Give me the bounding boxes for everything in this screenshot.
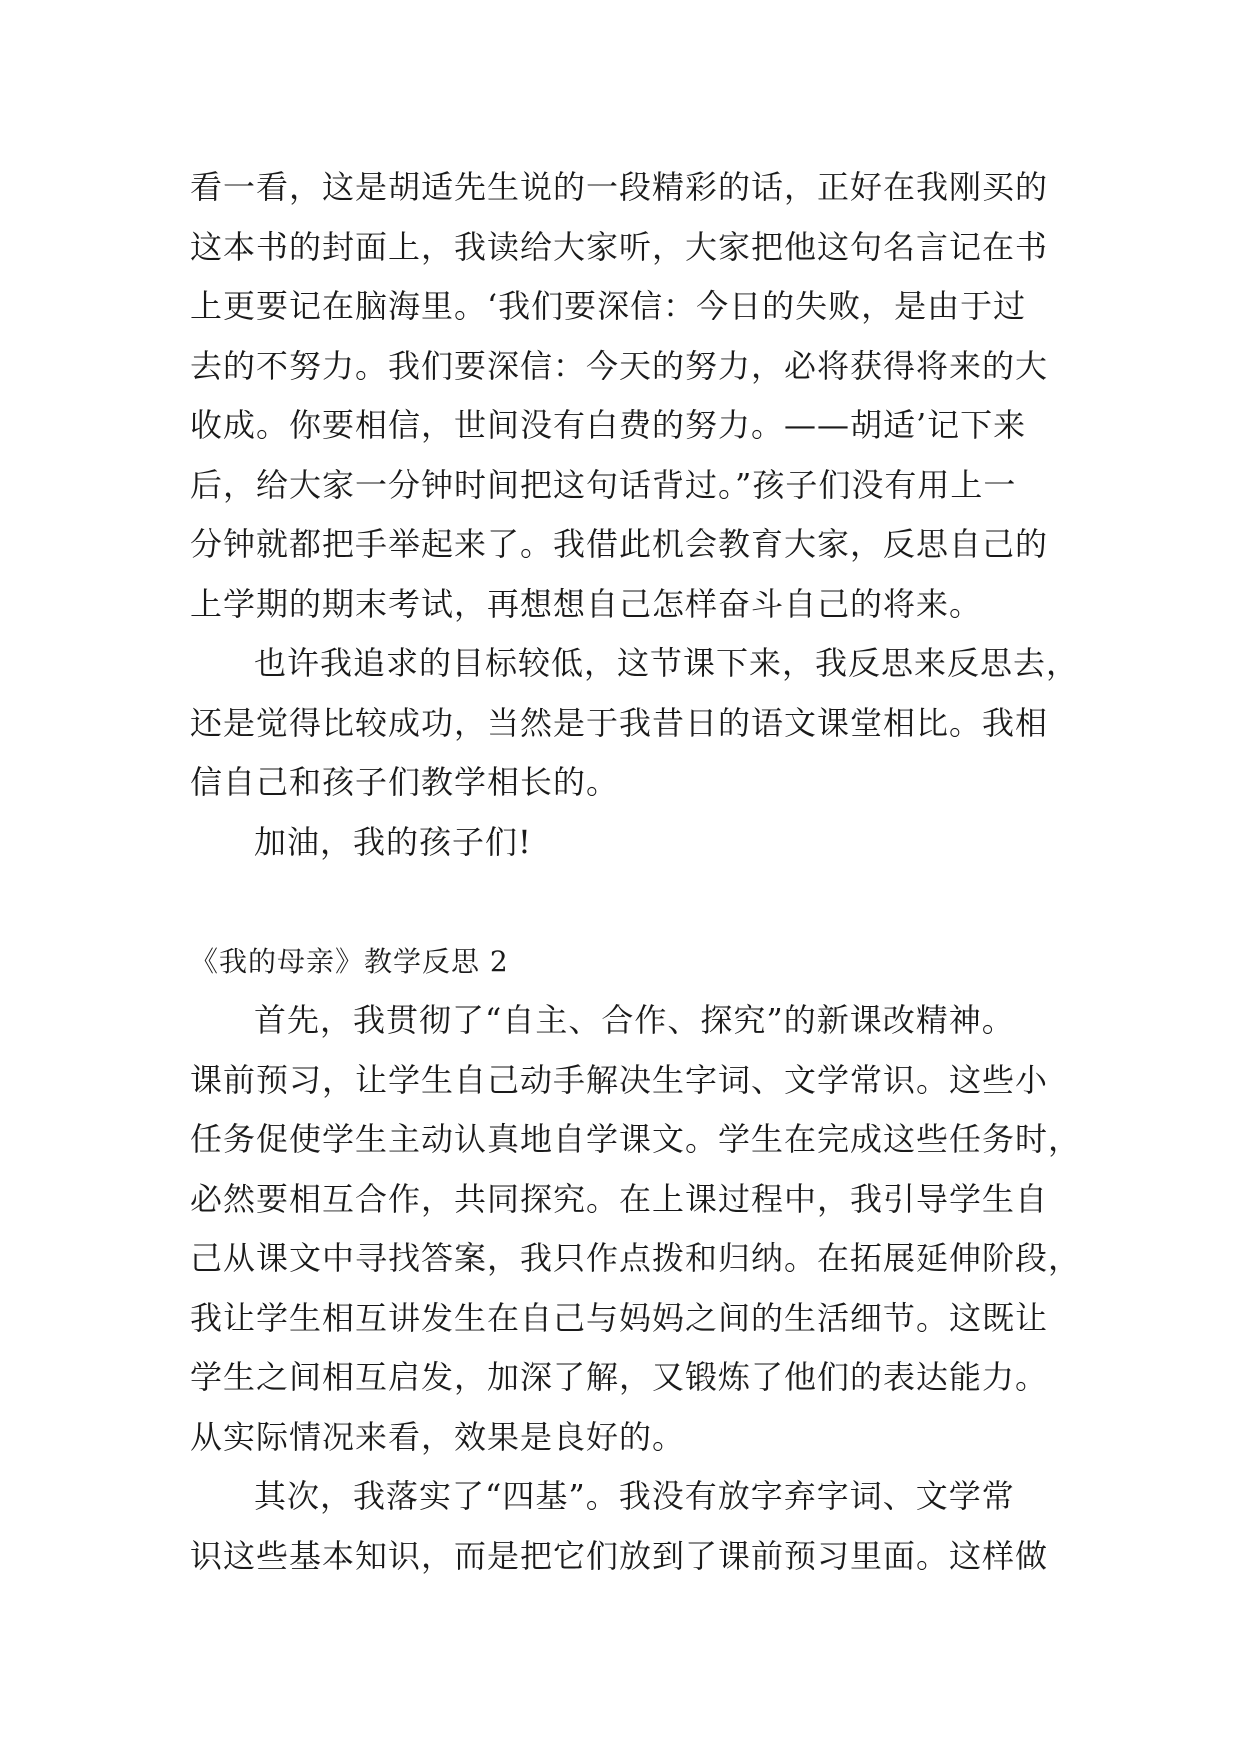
text-line: 后，给大家一分钟时间把这句话背过。”孩子们没有用上一 [190,465,1017,504]
text-line: 必然要相互合作，共同探究。在上课过程中，我引导学生自 [190,1179,1049,1218]
text-line: 任务促使学生主动认真地自学课文。学生在完成这些任务时， [190,1120,1082,1158]
section-title: 《我的母亲》教学反思 2 [190,944,509,978]
text-line: 分钟就都把手举起来了。我借此机会教育大家，反思自己的 [190,525,1049,563]
paragraph [190,1467,1060,1586]
paragraph [190,634,1080,813]
text-line: 还是觉得比较成功，当然是于我昔日的语文课堂相比。我相 [190,703,1049,742]
text-line: 收成。你要相信，世间没有白费的努力。——胡适’记下来 [190,406,1027,444]
blank-line [190,872,1060,932]
text-line: 己从课文中寻找答案，我只作点拨和归纳。在拓展延伸阶段， [190,1239,1082,1277]
text-line: 也许我追求的目标较低，这节课下来，我反思来反思去， [254,644,1080,682]
text-line: 加油，我的孩子们! [254,822,532,861]
text-line: 去的不努力。我们要深信：今天的努力，必将获得将来的大 [190,346,1049,385]
text-line: 首先，我贯彻了“自主、合作、探究”的新课改精神。 [254,1001,1015,1039]
document-page [190,158,1082,1586]
paragraph [190,158,1060,634]
text-line: 上更要记在脑海里。‘我们要深信：今日的失败，是由于过 [190,287,1027,325]
text-line: 学生之间相互启发，加深了解，又锻炼了他们的表达能力。 [190,1358,1049,1396]
text-line: 信自己和孩子们教学相长的。 [190,763,620,801]
text-line: 看一看，这是胡适先生说的一段精彩的话，正好在我刚买的 [190,168,1049,206]
paragraph [190,991,1082,1467]
text-line: 这本书的封面上，我读给大家听，大家把他这句名言记在书 [190,227,1049,266]
text-line: 上学期的期末考试，再想想自己怎样奋斗自己的将来。 [190,584,983,623]
text-line: 识这些基本知识，而是把它们放到了课前预习里面。这样做 [190,1536,1049,1575]
text-line: 从实际情况来看，效果是良好的。 [190,1417,686,1456]
text-line: 我让学生相互讲发生在自己与妈妈之间的生活细节。这既让 [190,1298,1049,1337]
paragraph [190,813,1060,873]
text-line: 其次，我落实了“四基”。我没有放字弃字词、文学常 [254,1477,1015,1515]
text-line: 课前预习，让学生自己动手解决生字词、文学常识。这些小 [190,1060,1049,1099]
